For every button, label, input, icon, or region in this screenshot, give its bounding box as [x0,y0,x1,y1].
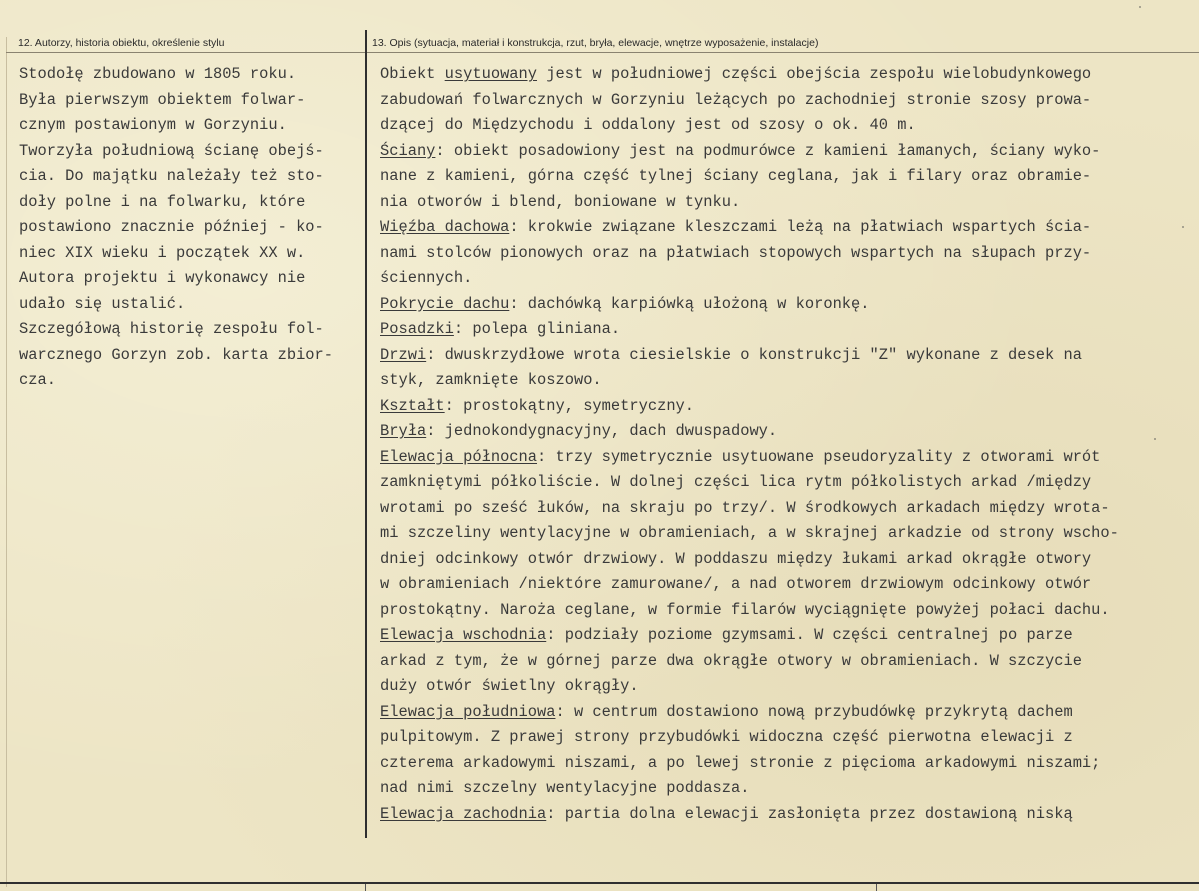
description-text-line [380,241,1199,267]
description-text: arkad z tym, że w górnej parze dwa okrągłe otwory w obramieniach. W szczycie [380,651,1082,670]
ink-speck [1139,6,1141,8]
description-text: wrotami po sześć łuków, na skraju po trzy/. W środkowych arkadach między wrota- [380,498,1110,517]
section-term: Elewacja północna [380,447,538,466]
description-text-line [380,674,1199,700]
section-term: Elewacja południowa [380,702,556,721]
description-text-line [380,113,1199,139]
description-text: duży otwór świetlny okrągły. [380,677,639,695]
description-text-line [380,572,1199,598]
description-text: styk, zamknięte koszowo. [380,371,602,389]
header-rule [6,52,1199,53]
description-text-line [380,394,1199,420]
description-text: : polepa gliniana. [453,320,621,338]
description-text: czterema arkadowymi niszami, a po lewej stronie z pięcioma arkadowymi niszami; [380,753,1101,772]
description-text-line [380,649,1199,675]
history-text-line: cia. Do majątku należały też sto- [19,167,324,185]
ink-speck [1182,226,1184,228]
history-text-line: cza. [19,371,56,389]
history-text-line: warcznego Gorzyn zob. karta zbior- [19,345,334,364]
description-text: : podziały poziome gzymsami. W części centralnej po parze [546,626,1073,644]
description-text-line [380,88,1199,114]
history-text-line: Szczegółową historię zespołu fol- [19,320,324,338]
description-text-column [380,62,1199,827]
description-text-line [380,62,1199,88]
description-text: Obiekt [380,65,445,83]
description-text-line [380,190,1199,216]
description-text-line [380,751,1199,777]
description-text-line [380,623,1199,649]
description-text: mi szczeliny wentylacyjne w obramieniach, a w skrajnej arkadzie od strony wscho- [380,524,1119,542]
description-text-line [380,266,1199,292]
bottom-rule [0,882,1199,884]
left-margin-line [6,37,7,887]
description-text: dniej odcinkowy otwór drzwiowy. W poddaszu między łukami arkad okrągłe otwory [380,549,1092,568]
section-term: Bryła [380,422,427,440]
description-text: nia otworów i blend, boniowane w tynku. [380,192,741,211]
description-text-line [380,547,1199,573]
description-text: : w centrum dostawiono nową przybudówkę przykrytą dachem [555,702,1073,721]
description-text: nane z kamieni, górna część tylnej ściany ceglana, jak i filary oraz obramie- [380,167,1092,185]
description-text-line [380,470,1199,496]
description-text: w obramieniach /niektóre zamurowane/, a nad otworem drzwiowym odcinkowy otwór [380,575,1092,593]
description-text-line [380,496,1199,522]
section-term: Kształt [380,396,445,415]
description-text: ściennych. [380,269,473,287]
description-text: : dwuskrzydłowe wrota ciesielskie o konstrukcji "Z" wykonane z desek na [426,345,1082,364]
section-term: Posadzki [380,320,454,338]
history-text-line: udało się ustalić. [19,294,186,313]
description-text: zamkniętymi półkoliście. W dolnej części lica rytm półkolistych arkad /między [380,473,1092,491]
description-text: nad nimi szczelny wentylacyjne poddasza. [380,779,750,797]
description-text: dzącej do Międzychodu i oddalony jest od szosy o ok. 40 m. [380,116,916,134]
description-text: jest w południowej części obejścia zespołu wielobudynkowego [537,65,1092,83]
description-text: : trzy symetrycznie usytuowane pseudoryzality z otworami wrót [537,447,1101,466]
description-text-line [380,419,1199,445]
history-text-column [19,62,364,394]
description-text: pulpitowym. Z prawej strony przybudówki widoczna część pierwotna elewacji z [380,728,1073,746]
description-text-line [380,368,1199,394]
history-text-line: postawiono znacznie później - ko- [19,218,324,236]
description-text-line [380,776,1199,802]
history-text-line: Autora projektu i wykonawcy nie [19,269,306,287]
description-text-line [380,700,1199,726]
description-text-line [380,598,1199,624]
description-text: prostokątny. Naroża ceglane, w formie filarów wyciągnięte powyżej połaci dachu. [380,600,1110,619]
section-term: Elewacja wschodnia [380,626,547,644]
section-term: Ściany [380,141,436,160]
history-text-line: Tworzyła południową ścianę obejś- [19,141,324,160]
history-text-line: doły polne i na folwarku, które [19,192,306,211]
description-text-line [380,139,1199,165]
description-text-line [380,215,1199,241]
description-text: : obiekt posadowiony jest na podmurówce z kamieni łamanych, ściany wyko- [435,141,1101,160]
section-term: Pokrycie dachu [380,294,510,313]
section-term: Więźba dachowa [380,218,510,236]
history-text-line: Stodołę zbudowano w 1805 roku. [19,65,297,83]
description-text-line [380,343,1199,369]
description-text: zabudowań folwarcznych w Gorzyniu leżących po zachodniej stronie szosy prowa- [380,90,1092,109]
bottom-tick-left [365,884,366,891]
ink-speck [1154,438,1156,440]
underlined-word: usytuowany [444,65,538,83]
section-12-header: 12. Autorzy, historia obiektu, określenie stylu [18,37,225,49]
description-text-line [380,292,1199,318]
section-term: Elewacja zachodnia [380,804,547,823]
description-text-line [380,802,1199,828]
description-text: nami stolców pionowych oraz na płatwiach stopowych wspartych na słupach przy- [380,243,1092,262]
description-text: : dachówką karpiówką ułożoną w koronkę. [509,294,870,313]
column-divider [365,30,367,838]
section-term: Drzwi [380,345,427,364]
history-text-line: cznym postawionym w Gorzyniu. [19,116,287,134]
description-text-line [380,725,1199,751]
description-text: : krokwie związane kleszczami leżą na płatwiach wspartych ścia- [509,218,1092,236]
description-text: : partia dolna elewacji zasłonięta przez dostawioną niską [546,804,1073,823]
description-text-line [380,317,1199,343]
section-13-header: 13. Opis (sytuacja, materiał i konstrukcja, rzut, bryła, elewacje, wnętrze wyposażenie, instalacje) [372,37,819,49]
description-text: : prostokątny, symetryczny. [444,396,695,415]
bottom-tick-right [876,884,877,891]
description-text-line [380,164,1199,190]
history-text-line: niec XIX wieku i początek XX w. [19,243,306,262]
history-text-line: Była pierwszym obiektem folwar- [19,90,306,109]
description-text-line [380,521,1199,547]
description-text: : jednokondygnacyjny, dach dwuspadowy. [426,422,778,440]
description-text-line [380,445,1199,471]
